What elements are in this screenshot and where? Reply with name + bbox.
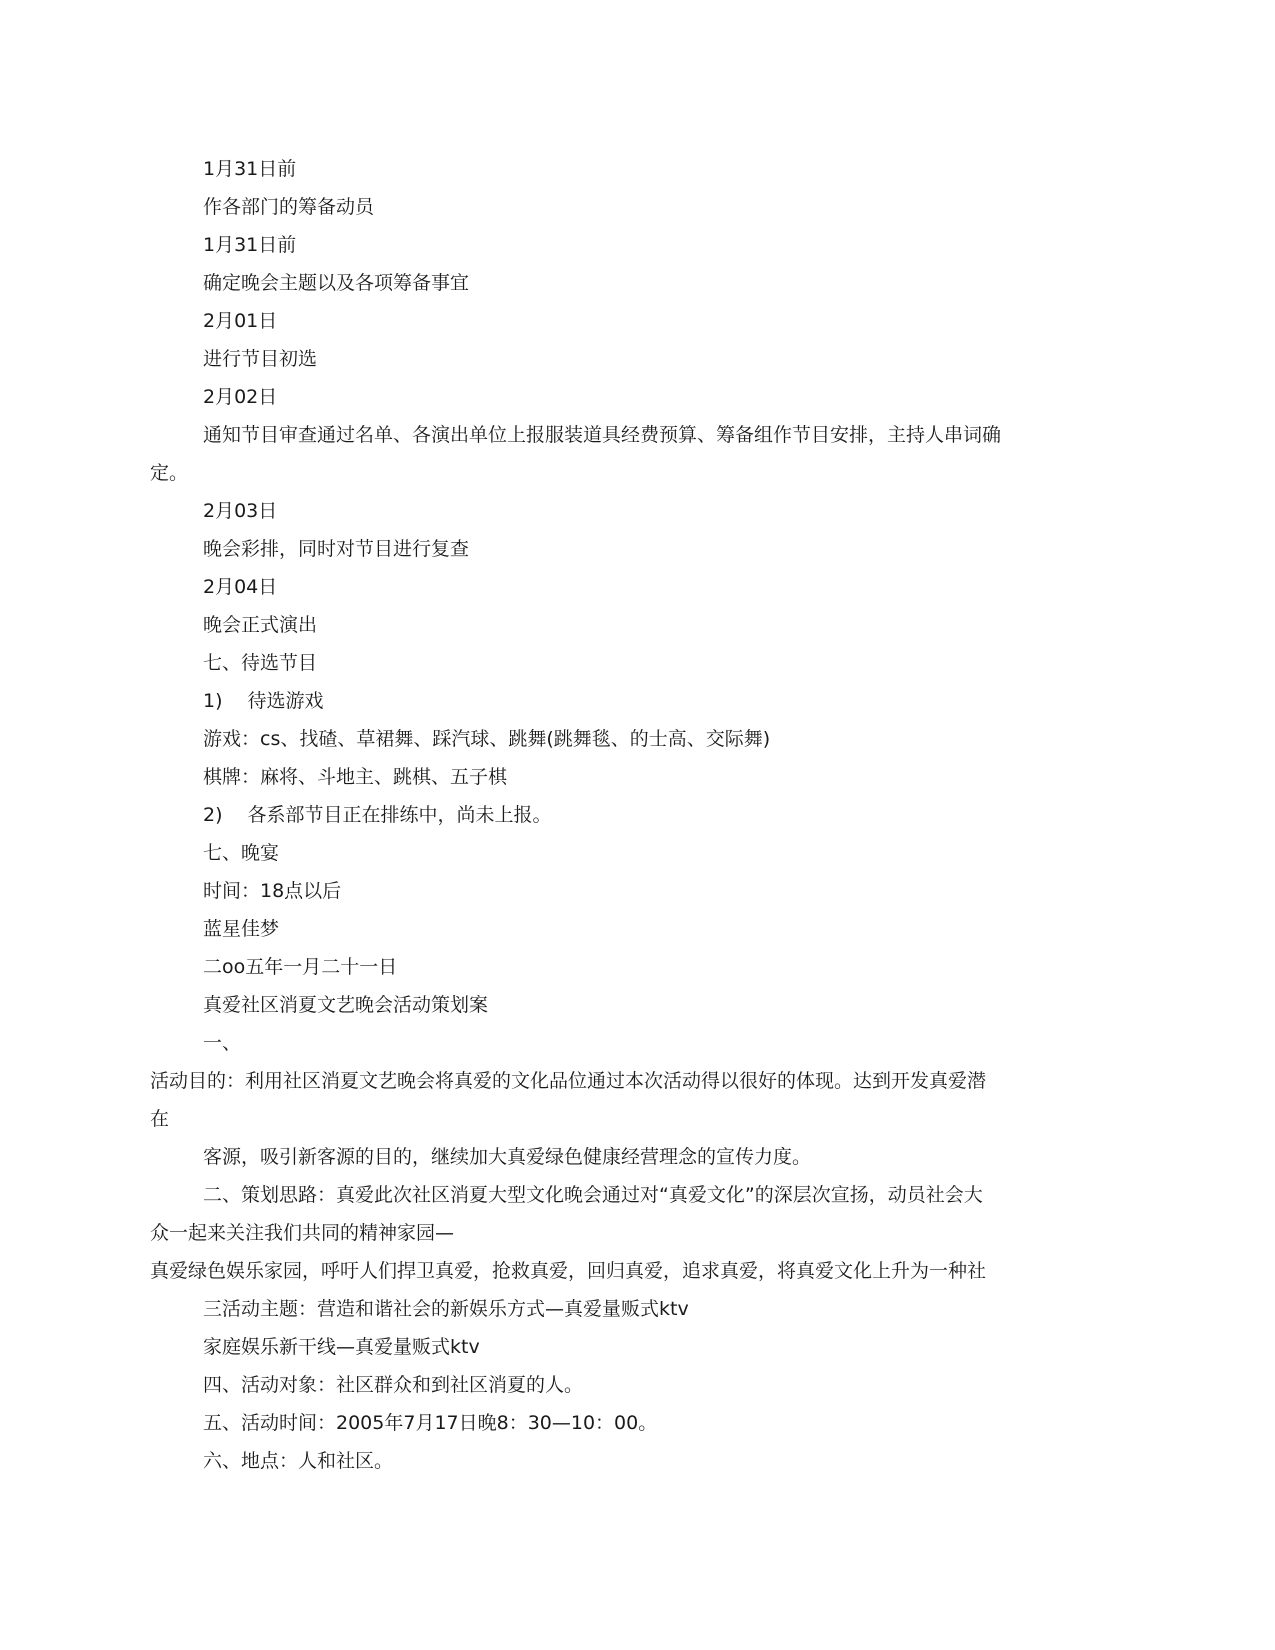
section-heading-programs: 七、待选节目 [203,652,318,674]
schedule-date-4: 2月02日 [203,386,278,408]
schedule-date-3: 2月01日 [203,310,278,332]
planning-idea-continued-2: 真爱绿色娱乐家园，呼吁人们捍卫真爱，抢救真爱，回归真爱，追求真爱，将真爱文化上升为一种社 [150,1260,987,1282]
banquet-time: 时间：18点以后 [203,880,342,902]
document-body [150,150,1122,1480]
list-item-games-heading: 1) 待选游戏 [203,690,324,712]
activity-purpose: 活动目的：利用社区消夏文艺晚会将真爱的文化品位通过本次活动得以很好的体现。达到开发真爱潜 [150,1070,987,1092]
schedule-date-1: 1月31日前 [203,158,297,180]
schedule-task-6: 晚会正式演出 [203,614,318,636]
section-number-one: 一、 [203,1032,242,1054]
schedule-task-4: 通知节目审查通过名单、各演出单位上报服装道具经费预算、筹备组作节目安排，主持人串词确 [203,424,1002,446]
activity-theme: 三活动主题：营造和谐社会的新娱乐方式—真爱量贩式ktv [203,1298,689,1320]
section-heading-banquet: 七、晚宴 [203,842,280,864]
schedule-date-5: 2月03日 [203,500,278,522]
signature-organization: 蓝星佳梦 [203,918,280,940]
activity-target: 四、活动对象：社区群众和到社区消夏的人。 [203,1374,584,1396]
activity-purpose-continued: 在 [150,1108,170,1130]
schedule-task-4-continued: 定。 [150,462,189,484]
games-list: 游戏：cs、找碴、草裙舞、踩汽球、跳舞(跳舞毯、的士高、交际舞) [203,728,771,750]
schedule-task-2: 确定晚会主题以及各项筹备事宜 [203,272,470,294]
list-item-department-programs: 2) 各系部节目正在排练中，尚未上报。 [203,804,552,826]
schedule-task-3: 进行节目初选 [203,348,318,370]
schedule-date-6: 2月04日 [203,576,278,598]
planning-idea-continued-1: 众一起来关注我们共同的精神家园— [150,1222,455,1244]
schedule-task-1: 作各部门的筹备动员 [203,196,375,218]
schedule-date-2: 1月31日前 [203,234,297,256]
activity-time: 五、活动时间：2005年7月17日晚8：30—10：00。 [203,1412,658,1434]
schedule-task-5: 晚会彩排，同时对节目进行复查 [203,538,470,560]
planning-idea: 二、策划思路：真爱此次社区消夏大型文化晚会通过对“真爱文化”的深层次宣扬，动员社会大 [203,1184,983,1206]
board-games-list: 棋牌：麻将、斗地主、跳棋、五子棋 [203,766,508,788]
activity-slogan: 家庭娱乐新干线—真爱量贩式ktv [203,1336,480,1358]
activity-location: 六、地点：人和社区。 [203,1450,394,1472]
activity-purpose-detail: 客源，吸引新客源的目的，继续加大真爱绿色健康经营理念的宣传力度。 [203,1146,812,1168]
signature-date: 二oo五年一月二十一日 [203,956,398,978]
plan-title: 真爱社区消夏文艺晚会活动策划案 [203,994,489,1016]
